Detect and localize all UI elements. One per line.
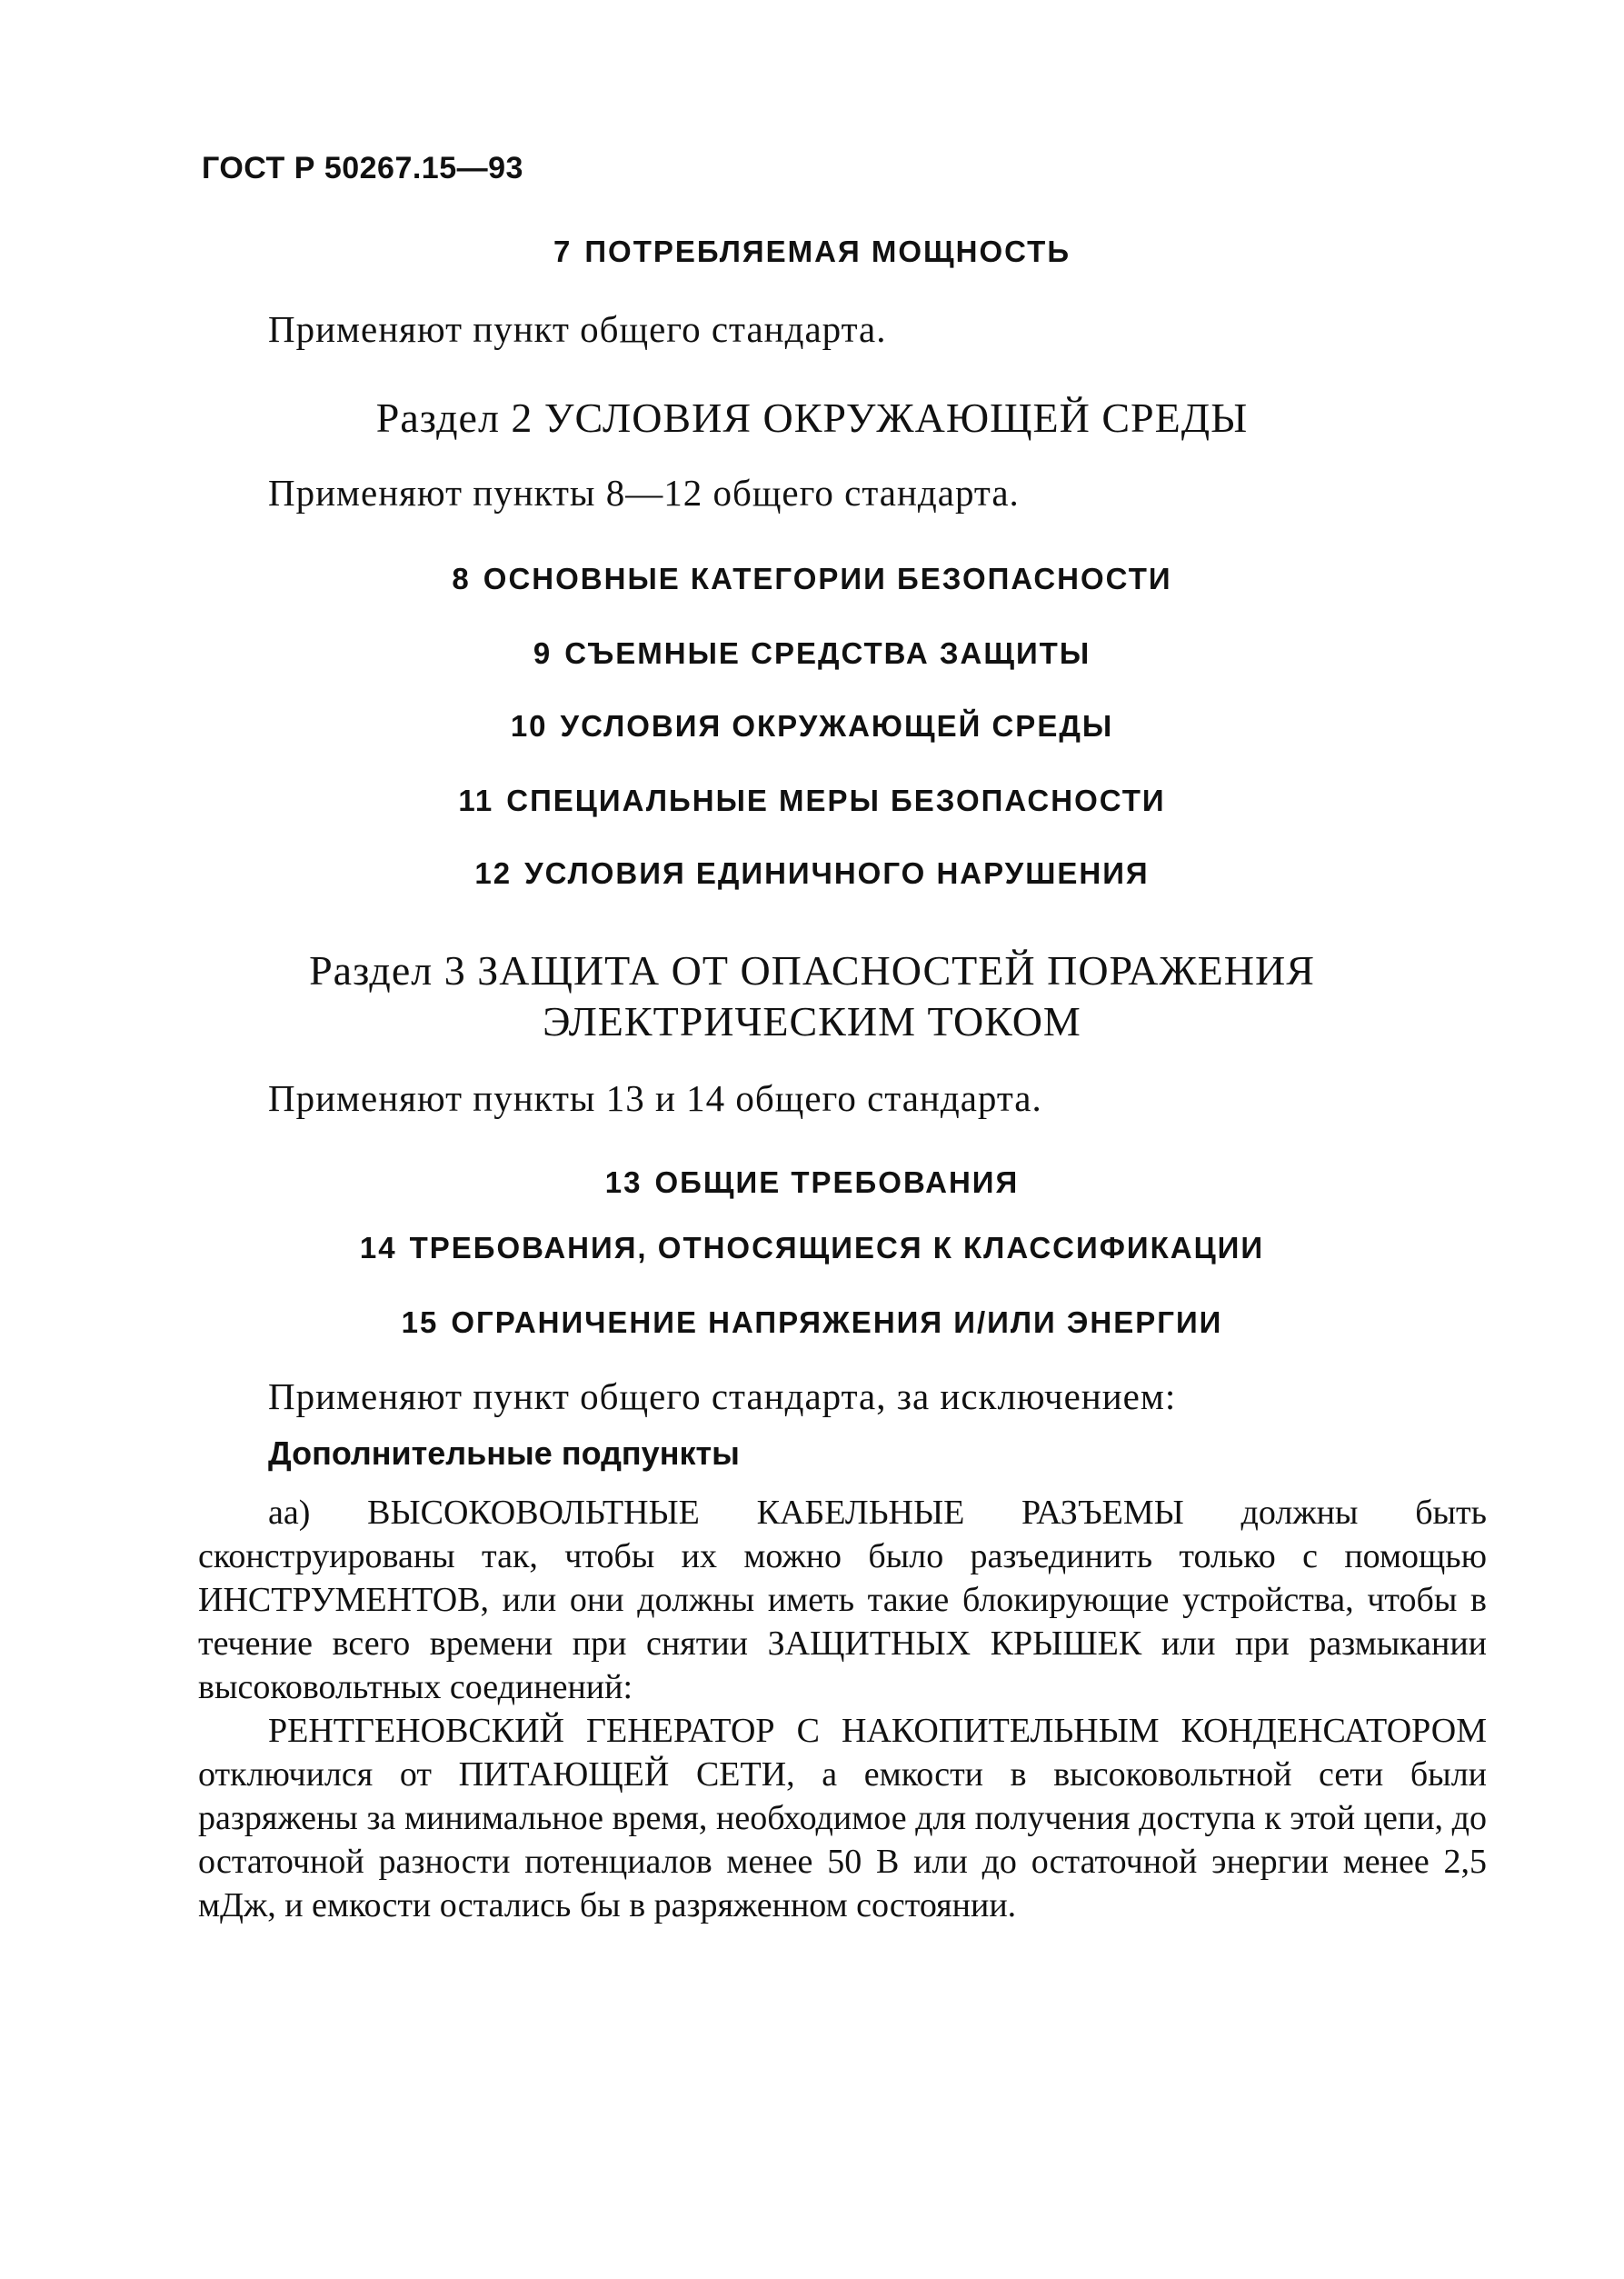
- clause-15-text: Применяют пункт общего стандарта, за исключением:: [268, 1375, 1177, 1417]
- section-3-heading-line-1: Раздел 3 ЗАЩИТА ОТ ОПАСНОСТЕЙ ПОРАЖЕНИЯ: [309, 947, 1315, 994]
- clause-title: ТРЕБОВАНИЯ, ОТНОСЯЩИЕСЯ К КЛАССИФИКАЦИИ: [409, 1231, 1265, 1264]
- clause-number: 9: [533, 636, 553, 670]
- clause-title: ПОТРЕБЛЯЕМАЯ МОЩНОСТЬ: [584, 235, 1071, 268]
- clause-15-heading: [0, 1305, 1624, 1340]
- clause-14-heading: [0, 1231, 1624, 1265]
- clause-title: УСЛОВИЯ ОКРУЖАЮЩЕЙ СРЕДЫ: [560, 709, 1114, 743]
- document-code: ГОСТ Р 50267.15—93: [202, 151, 523, 185]
- clause-number: 14: [359, 1231, 397, 1264]
- clause-title: УСЛОВИЯ ЕДИНИЧНОГО НАРУШЕНИЯ: [524, 856, 1150, 890]
- clause-title: СПЕЦИАЛЬНЫЕ МЕРЫ БЕЗОПАСНОСТИ: [506, 784, 1166, 817]
- section-3-text: Применяют пункты 13 и 14 общего стандарта.: [268, 1077, 1042, 1119]
- section-2-heading: Раздел 2 УСЛОВИЯ ОКРУЖАЮЩЕЙ СРЕДЫ: [375, 395, 1249, 441]
- clause-number: 13: [604, 1165, 643, 1199]
- clause-number: 7: [553, 235, 573, 268]
- clause-number: 11: [458, 784, 494, 817]
- section-3-heading-line-2: ЭЛЕКТРИЧЕСКИМ ТОКОМ: [543, 998, 1081, 1045]
- clause-12-heading: [0, 856, 1624, 891]
- clause-7-heading: [0, 235, 1624, 269]
- subclause-aa-continuation: РЕНТГЕНОВСКИЙ ГЕНЕРАТОР С НАКОПИТЕЛЬНЫМ КОНДЕНСАТОРОМ отключился от ПИТАЮЩЕЙ СЕТИ, а емкости в высоковольтной сети были разряжены за минимальное время, необходимое для получения доступа к этой цепи, до остаточной разности потенциалов менее 50 В или до остаточной энергии менее 2,5 мДж, и емкости остались бы в разряженном состоянии.: [198, 1712, 1487, 1924]
- clause-number: 15: [401, 1305, 439, 1339]
- clause-10-heading: [0, 709, 1624, 744]
- clause-number: 12: [474, 856, 513, 890]
- clause-11-heading: [0, 784, 1624, 818]
- clause-9-heading: [0, 636, 1624, 671]
- clause-8-heading: [0, 562, 1624, 596]
- clause-title: ОГРАНИЧЕНИЕ НАПРЯЖЕНИЯ И/ИЛИ ЭНЕРГИИ: [451, 1305, 1223, 1339]
- clause-title: ОБЩИЕ ТРЕБОВАНИЯ: [654, 1165, 1020, 1199]
- subclause-aa-paragraph: [198, 1491, 1487, 1927]
- clause-title: ОСНОВНЫЕ КАТЕГОРИИ БЕЗОПАСНОСТИ: [483, 562, 1172, 595]
- clause-13-heading: [0, 1165, 1624, 1200]
- section-2-text: Применяют пункты 8—12 общего стандарта.: [268, 472, 1020, 514]
- clause-number: 8: [452, 562, 471, 595]
- subclause-aa-text: аа) ВЫСОКОВОЛЬТНЫЕ КАБЕЛЬНЫЕ РАЗЪЕМЫ должны быть сконструированы так, чтобы их можно было разъединить только с помощью ИНСТРУМЕНТОВ, или они должны иметь такие блокирующие устройства, чтобы в течение всего времени при снятии ЗАЩИТНЫХ КРЫШЕК или при размыкании высоковольтных соединений:: [198, 1494, 1487, 1706]
- clause-title: СЪЕМНЫЕ СРЕДСТВА ЗАЩИТЫ: [564, 636, 1091, 670]
- clause-7-text: Применяют пункт общего стандарта.: [268, 308, 887, 350]
- clause-number: 10: [510, 709, 548, 743]
- additional-subclauses-heading: Дополнительные подпункты: [268, 1434, 740, 1472]
